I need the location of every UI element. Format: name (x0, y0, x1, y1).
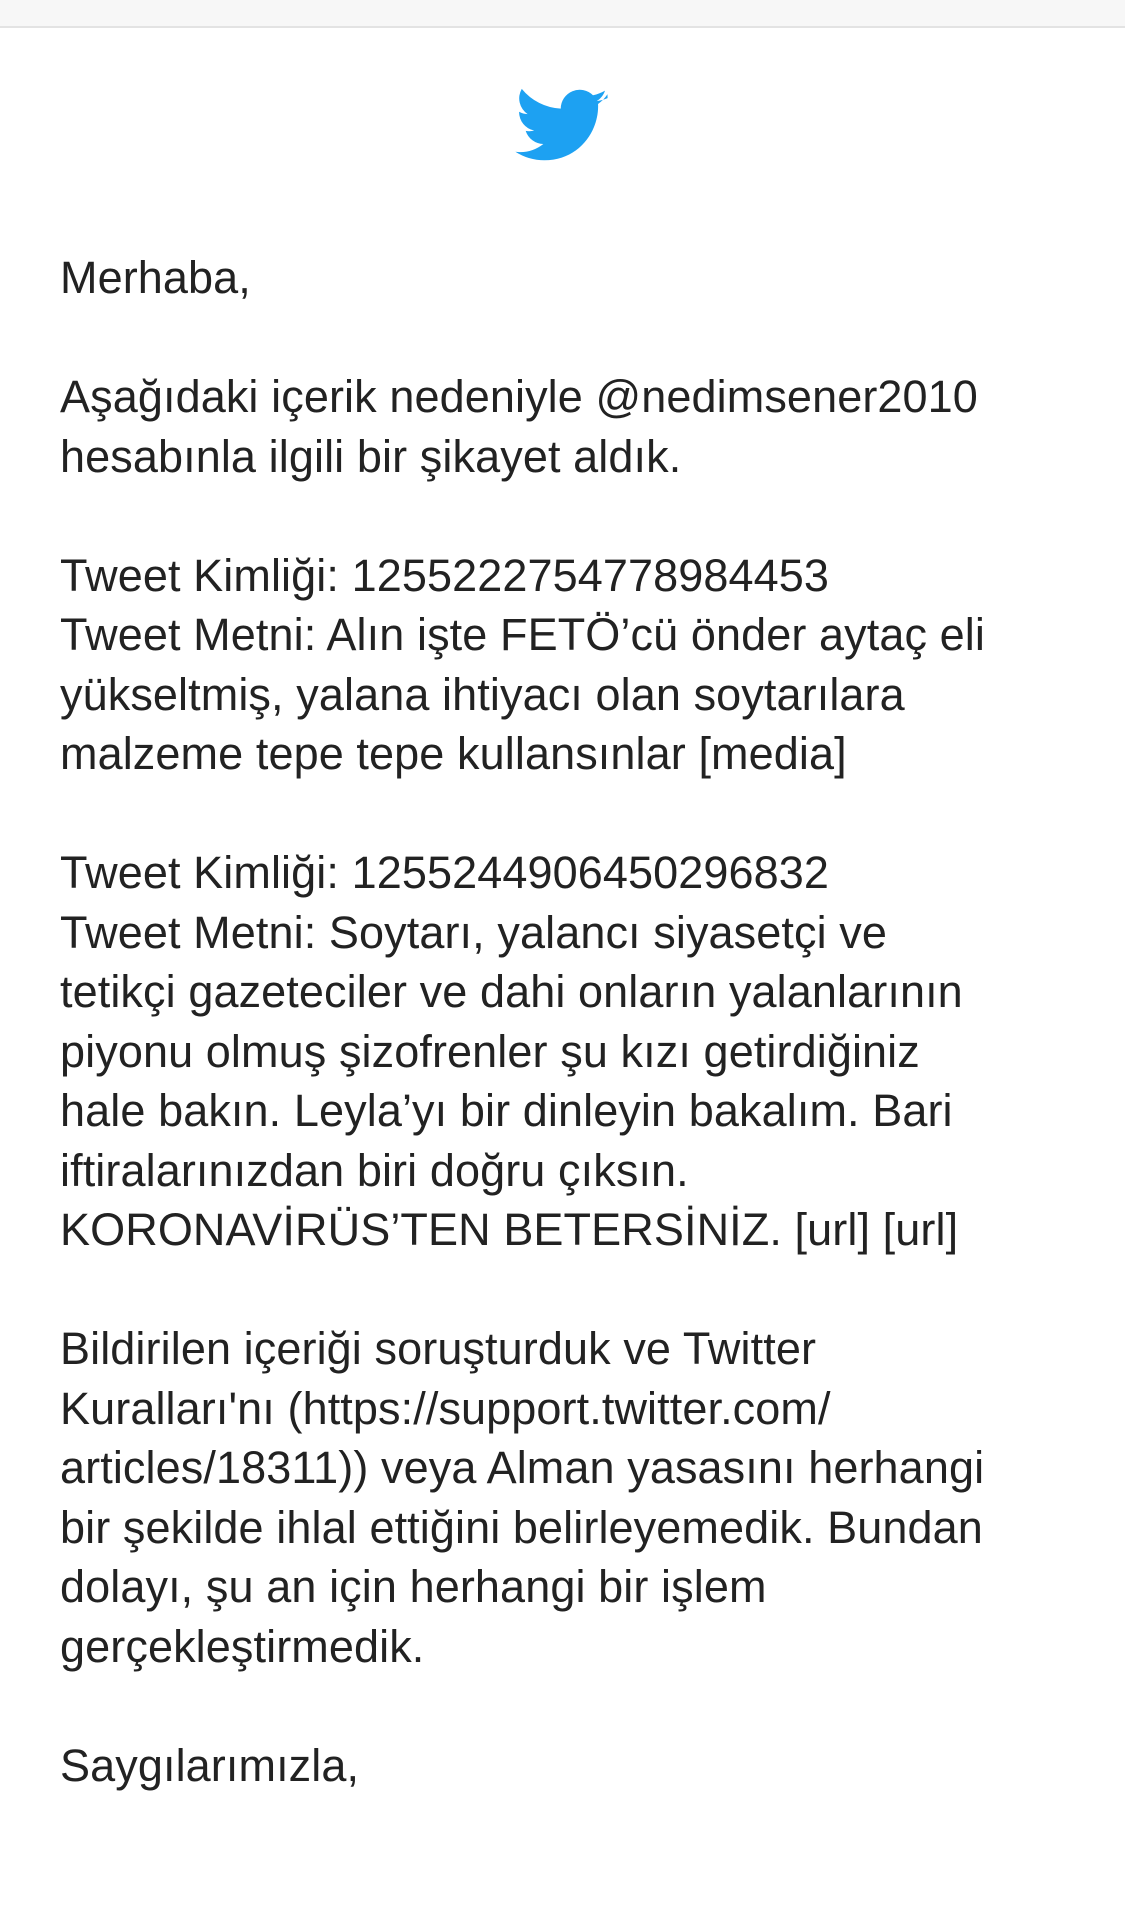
tweet-text-line: yükseltmiş, yalana ihtiyacı olan soytarılara (60, 668, 905, 720)
email-body (60, 248, 1070, 1795)
tweet-text-line: hale bakın. Leyla’yı bir dinleyin bakalım. Bari (60, 1085, 953, 1136)
paragraph-gap (60, 784, 1070, 844)
intro-line: hesabınla ilgili bir şikayet aldık. (60, 430, 682, 482)
top-bar (0, 0, 1125, 28)
decision-line: articles/18311)) veya Alman yasasını herhangi (60, 1442, 985, 1493)
decision-line: dolayı, şu an için herhangi bir işlem (60, 1561, 767, 1612)
tweet-text-line: tetikçi gazeteciler ve dahi onların yalanlarının (60, 966, 963, 1017)
tweet-text-line: KORONAVİRÜS’TEN BETERSİNİZ. [url] [url] (60, 1204, 959, 1255)
tweet-id-line: Tweet Kimliği: 1255244906450296832 (60, 847, 829, 898)
closing: Saygılarımızla, (60, 1739, 360, 1791)
paragraph-gap (60, 1676, 1070, 1736)
paragraph-gap (60, 308, 1070, 368)
greeting: Merhaba, (60, 252, 251, 303)
decision-line: Bildirilen içeriği soruşturduk ve Twitter (60, 1323, 817, 1374)
paragraph-gap (60, 1260, 1070, 1320)
twitter-bird-icon (515, 88, 609, 168)
paragraph-gap (60, 486, 1070, 546)
decision-line: Kuralları'nı (https://support.twitter.com/ (60, 1382, 831, 1434)
tweet-text-line: Tweet Metni: Soytarı, yalancı siyasetçi ve (60, 906, 888, 958)
decision-line: gerçekleştirmedik. (60, 1620, 425, 1672)
intro-line: Aşağıdaki içerik nedeniyle @nedimsener2010 (60, 371, 978, 422)
tweet-text-line: malzeme tepe tepe kullansınlar [media] (60, 728, 847, 779)
tweet-id-line: Tweet Kimliği: 1255222754778984453 (60, 549, 829, 601)
tweet-text-line: piyonu olmuş şizofrenler şu kızı getirdiğiniz (60, 1025, 920, 1077)
tweet-text-line: iftiralarınızdan biri doğru çıksın. (60, 1144, 689, 1196)
tweet-text-line: Tweet Metni: Alın işte FETÖ’cü önder aytaç eli (60, 609, 985, 660)
decision-line: bir şekilde ihlal ettiğini belirleyemedik. Bundan (60, 1501, 983, 1553)
